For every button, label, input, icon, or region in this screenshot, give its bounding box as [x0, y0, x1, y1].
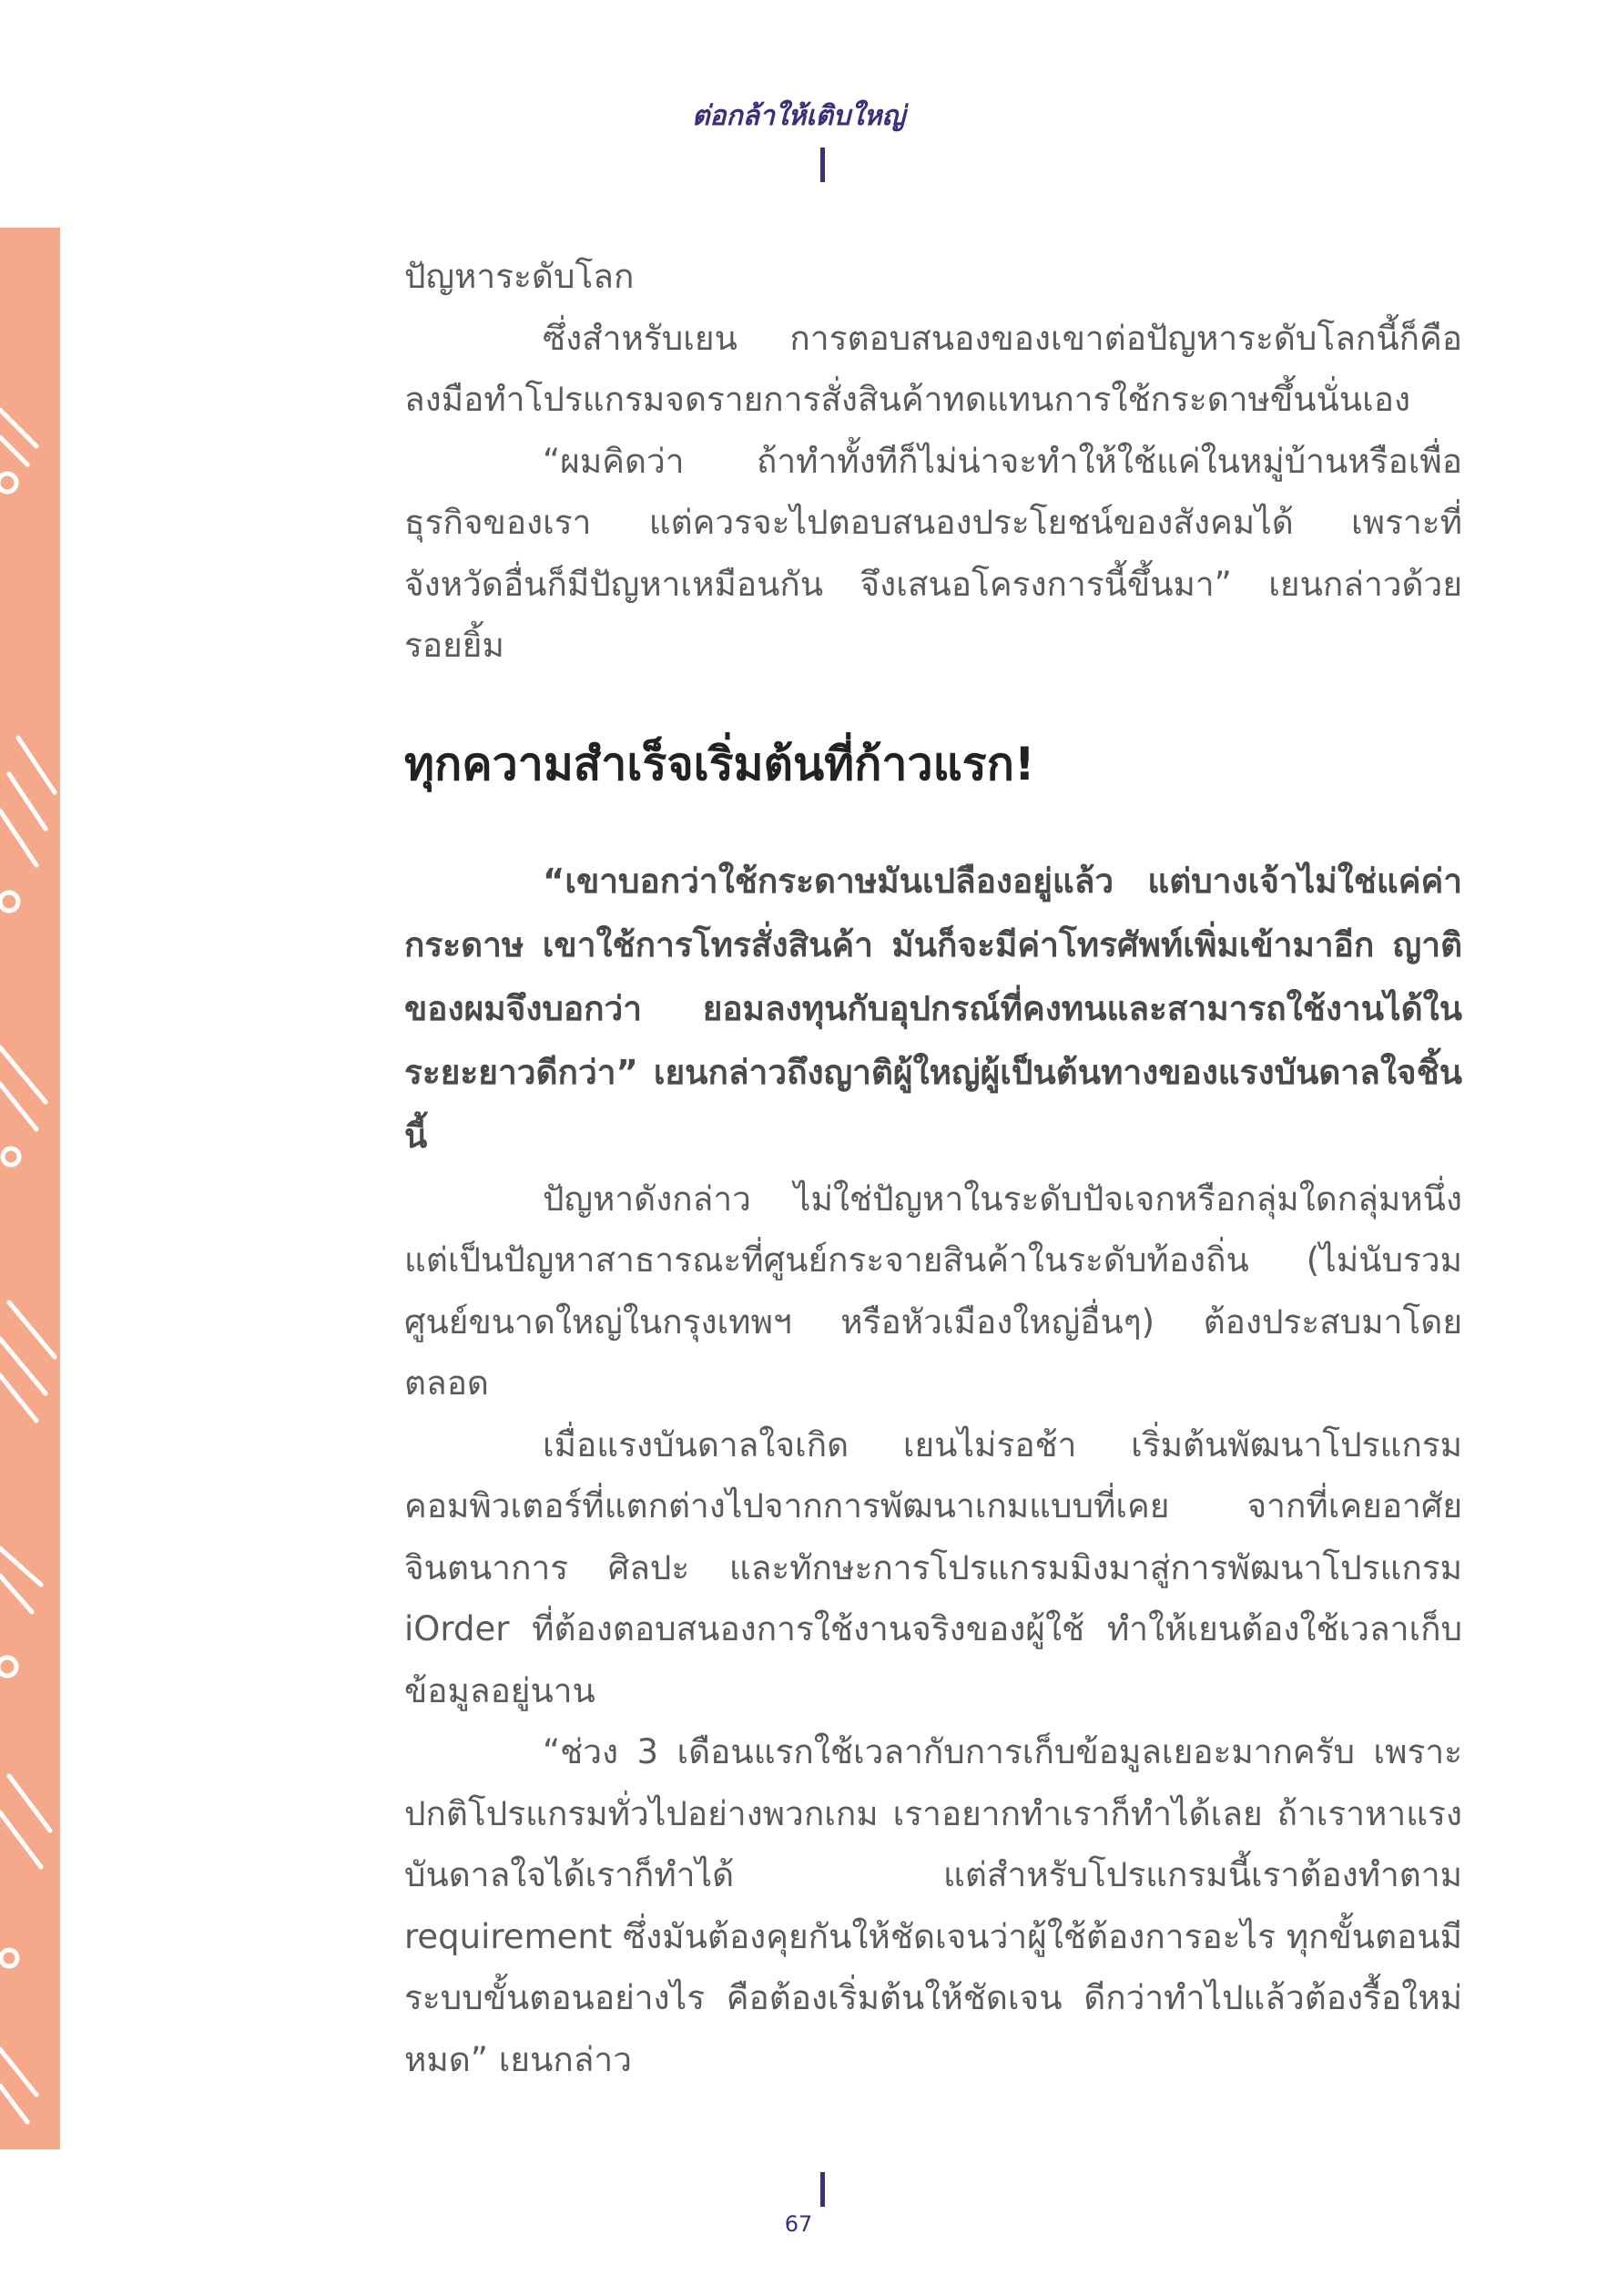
paragraph-4: ปัญหาดังกล่าว ไม่ใช่ปัญหาในระดับปัจเจกหรือกลุ่มใดกลุ่มหนึ่ง แต่เป็นปัญหาสาธารณะที่ศูนย์กระจายสินค้าในระดับท้องถิ่น (ไม่นับรวมศูนย์ขนาดใหญ่ในกรุงเทพฯ หรือหัวเมืองใหญ่อื่นๆ) ต้องประสบมาโดยตลอด	[404, 1179, 1462, 1403]
paragraph-1: ปัญหาระดับโลก	[404, 257, 635, 296]
paragraph-5: เมื่อแรงบันดาลใจเกิด เยนไม่รอช้า เริ่มต้นพัฒนาโปรแกรมคอมพิวเตอร์ที่แตกต่างไปจากการพัฒนาเกมแบบที่เคย จากที่เคยอาศัยจินตนาการ ศิลปะ และทักษะการโปรแกรมมิงมาสู่การพัฒนาโปรแกรม iOrder ที่ต้องตอบสนองการใช้งานจริงของผู้ใช้ ทำให้เยนต้องใช้เวลาเก็บข้อมูลอยู่นาน	[404, 1424, 1462, 1710]
paragraph-6: “ช่วง 3 เดือนแรกใช้เวลากับการเก็บข้อมูลเยอะมากครับ เพราะปกติโปรแกรมทั่วไปอย่างพวกเกม เราอยากทำเราก็ทำได้เลย ถ้าเราหาแรงบันดาลใจได้เราก็ทำได้ แต่สำหรับโปรแกรมนี้เราต้องทำตาม requirement ซึ่งมันต้องคุยกันให้ชัดเจนว่าผู้ใช้ต้องการอะไร ทุกขั้นตอนมีระบบขั้นตอนอย่างไร คือต้องเริ่มต้นให้ชัดเจน ดีกว่าทำไปแล้วต้องรื้อใหม่หมด” เยนกล่าว	[404, 1732, 1463, 2079]
page-number: 67	[784, 2211, 813, 2237]
page-body	[404, 246, 1462, 2090]
section-heading: ทุกความสำเร็จเริ่มต้นที่ก้าวแรก!	[404, 737, 1035, 791]
bold-quote-paragraph: “เขาบอกว่าใช้กระดาษมันเปลืองอยู่แล้ว แต่บางเจ้าไม่ใช่แค่ค่ากระดาษ เขาใช้การโทรสั่งสินค้า มันก็จะมีค่าโทรศัพท์เพิ่มเข้ามาอีก ญาติของผมจึงบอกว่า ยอมลงทุนกับอุปกรณ์ที่คงทนและสามารถใช้งานได้ในระยะยาวดีกว่า” เยนกล่าวถึงญาติผู้ใหญ่ผู้เป็นต้นทางของแรงบันดาลใจชิ้นนี้	[404, 861, 1462, 1156]
side-band-pattern	[0, 228, 60, 2149]
footer-divider	[820, 2172, 825, 2207]
running-header-title: ต่อกล้าให้เติบใหญ่	[691, 100, 906, 132]
decorative-side-band	[0, 228, 60, 2149]
paragraph-3: “ผมคิดว่า ถ้าทำทั้งทีก็ไม่น่าจะทำให้ใช้แค่ในหมู่บ้านหรือเพื่อธุรกิจของเรา แต่ควรจะไปตอบสนองประโยชน์ของสังคมได้ เพราะที่จังหวัดอื่นก็มีปัญหาเหมือนกัน จึงเสนอโครงการนี้ขึ้นมา” เยนกล่าวด้วยรอยยิ้ม	[404, 441, 1462, 665]
header-divider	[820, 148, 825, 182]
paragraph-2: ซึ่งสำหรับเยน การตอบสนองของเขาต่อปัญหาระดับโลกนี้ก็คือ ลงมือทำโปรแกรมจดรายการสั่งสินค้าทดแทนการใช้กระดาษขึ้นนั่นเอง	[404, 318, 1462, 419]
